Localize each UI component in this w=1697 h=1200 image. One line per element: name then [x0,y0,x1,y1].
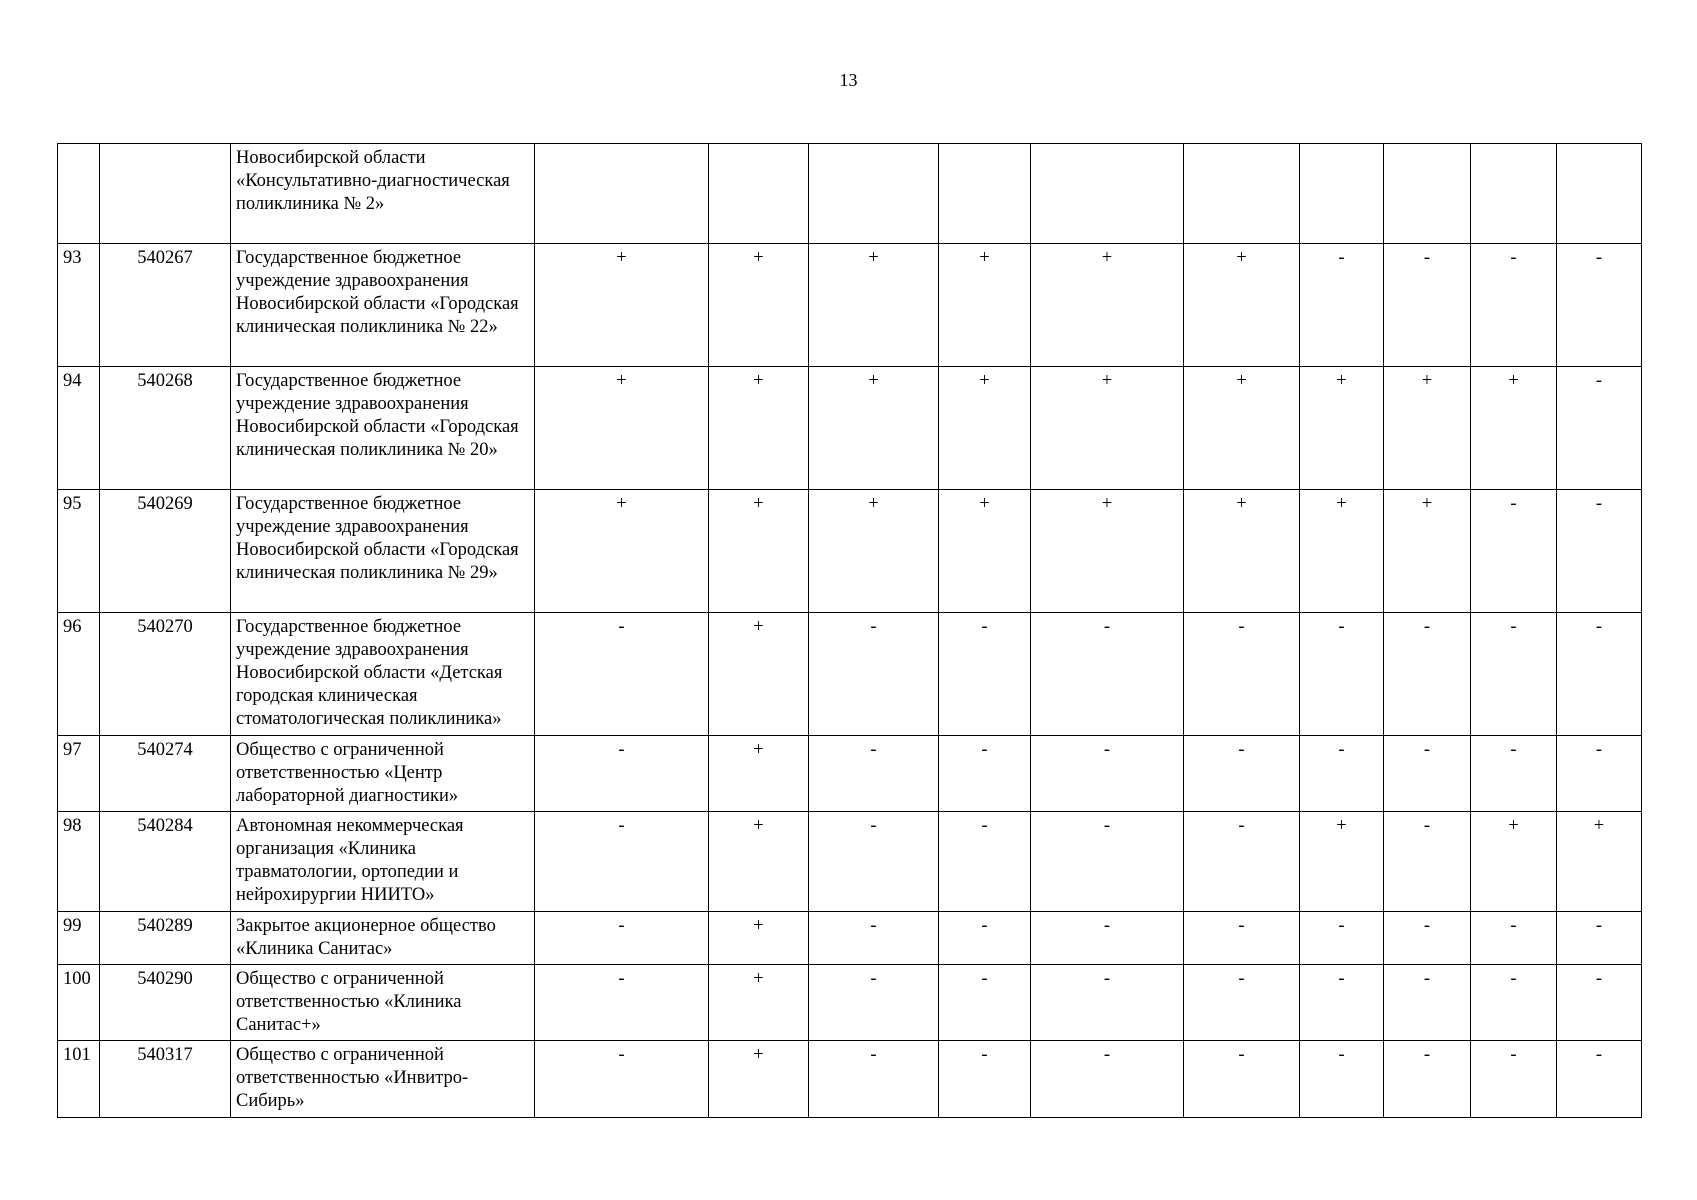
mark-cell [709,144,809,244]
mark-cell: - [1557,367,1642,490]
mark-cell: - [939,613,1031,736]
mark-cell: + [1300,490,1384,613]
mark-cell: + [709,812,809,912]
mark-cell: + [709,613,809,736]
mark-cell: - [1300,736,1384,812]
mark-cell: - [1184,736,1300,812]
organization-name-cell: Общество с ограниченной ответственностью «Инвитро-Сибирь» [231,1041,535,1118]
table-row [58,912,1642,965]
mark-cell: - [1300,912,1384,965]
mark-cell: - [1031,965,1184,1041]
mark-cell: - [1384,812,1471,912]
mark-cell [1384,144,1471,244]
mark-cell: - [535,912,709,965]
mark-cell [535,144,709,244]
mark-cell: + [709,367,809,490]
mark-cell: - [809,613,939,736]
mark-cell: - [1557,613,1642,736]
registry-code-cell: 540274 [100,736,231,812]
mark-cell: - [535,965,709,1041]
mark-cell: - [1471,1041,1557,1118]
mark-cell: - [1300,244,1384,367]
mark-cell: - [809,965,939,1041]
mark-cell: - [1557,1041,1642,1118]
mark-cell: - [1384,965,1471,1041]
table-row [58,965,1642,1041]
mark-cell: + [939,490,1031,613]
mark-cell: - [1031,613,1184,736]
mark-cell: + [709,965,809,1041]
registry-code-cell: 540270 [100,613,231,736]
mark-cell: - [1384,912,1471,965]
mark-cell: - [1384,613,1471,736]
registry-code-cell: 540290 [100,965,231,1041]
mark-cell: + [1471,812,1557,912]
mark-cell: - [1384,736,1471,812]
table-row [58,1041,1642,1118]
mark-cell: - [1384,1041,1471,1118]
registry-code-cell: 540269 [100,490,231,613]
row-number-cell: 101 [58,1041,100,1118]
mark-cell: - [1471,244,1557,367]
mark-cell: + [535,367,709,490]
registry-code-cell: 540267 [100,244,231,367]
mark-cell: - [1557,912,1642,965]
mark-cell: + [709,1041,809,1118]
registry-code-cell [100,144,231,244]
mark-cell: + [1184,244,1300,367]
registry-code-cell: 540284 [100,812,231,912]
registry-code-cell: 540268 [100,367,231,490]
mark-cell: - [809,912,939,965]
row-number-cell: 93 [58,244,100,367]
mark-cell: - [1471,965,1557,1041]
mark-cell: - [939,736,1031,812]
mark-cell: + [939,367,1031,490]
mark-cell: - [939,1041,1031,1118]
mark-cell [1471,144,1557,244]
organization-name-cell: Автономная некоммерческая организация «Клиника травматологии, ортопедии и нейрохирургии НИИТО» [231,812,535,912]
mark-cell: - [939,912,1031,965]
mark-cell: - [1557,736,1642,812]
mark-cell: - [1300,965,1384,1041]
organization-name-cell: Общество с ограниченной ответственностью «Клиника Санитас+» [231,965,535,1041]
mark-cell: + [535,244,709,367]
mark-cell: - [1557,965,1642,1041]
mark-cell: - [809,736,939,812]
row-number-cell: 100 [58,965,100,1041]
mark-cell: - [939,812,1031,912]
table-row [58,244,1642,367]
mark-cell: - [535,812,709,912]
mark-cell [1031,144,1184,244]
mark-cell [939,144,1031,244]
table-body [58,144,1642,1118]
mark-cell: - [809,812,939,912]
mark-cell: - [1300,613,1384,736]
mark-cell: - [1184,912,1300,965]
mark-cell: - [1384,244,1471,367]
mark-cell: + [809,244,939,367]
mark-cell: - [1471,490,1557,613]
mark-cell [1557,144,1642,244]
mark-cell: + [1471,367,1557,490]
mark-cell: - [1471,736,1557,812]
mark-cell: - [535,1041,709,1118]
mark-cell: + [1031,490,1184,613]
mark-cell: + [709,244,809,367]
mark-cell: - [1557,244,1642,367]
organization-name-cell: Государственное бюджетное учреждение здравоохранения Новосибирской области «Городская клиническая поликлиника № 29» [231,490,535,613]
mark-cell: - [535,613,709,736]
mark-cell: - [1184,812,1300,912]
mark-cell: - [1031,912,1184,965]
row-number-cell: 96 [58,613,100,736]
mark-cell: + [709,736,809,812]
mark-cell [1300,144,1384,244]
table-row [58,367,1642,490]
mark-cell: - [1031,812,1184,912]
organization-name-cell: Государственное бюджетное учреждение здравоохранения Новосибирской области «Городская клиническая поликлиника № 22» [231,244,535,367]
organization-name-cell: Общество с ограниченной ответственностью «Центр лабораторной диагностики» [231,736,535,812]
mark-cell: + [1031,367,1184,490]
table-row [58,144,1642,244]
mark-cell: + [709,912,809,965]
page-number: 13 [839,70,858,90]
mark-cell: - [1300,1041,1384,1118]
row-number-cell: 97 [58,736,100,812]
registry-code-cell: 540317 [100,1041,231,1118]
mark-cell: + [1300,812,1384,912]
mark-cell: - [535,736,709,812]
mark-cell: - [809,1041,939,1118]
mark-cell: - [1184,1041,1300,1118]
table-row [58,736,1642,812]
mark-cell: - [1031,736,1184,812]
mark-cell: + [1184,490,1300,613]
mark-cell: + [1031,244,1184,367]
mark-cell: + [809,367,939,490]
mark-cell: - [1471,613,1557,736]
table-row [58,490,1642,613]
row-number-cell: 94 [58,367,100,490]
organization-name-cell: Государственное бюджетное учреждение здравоохранения Новосибирской области «Городская клиническая поликлиника № 20» [231,367,535,490]
mark-cell: - [1184,613,1300,736]
row-number-cell: 98 [58,812,100,912]
mark-cell: + [1557,812,1642,912]
mark-cell [809,144,939,244]
mark-cell: - [1557,490,1642,613]
organization-name-cell: Закрытое акционерное общество «Клиника Санитас» [231,912,535,965]
mark-cell: + [1300,367,1384,490]
mark-cell: + [535,490,709,613]
mark-cell: - [1031,1041,1184,1118]
mark-cell [1184,144,1300,244]
row-number-cell: 99 [58,912,100,965]
registry-code-cell: 540289 [100,912,231,965]
organization-name-cell: Новосибирской области «Консультативно-диагностическая поликлиника № 2» [231,144,535,244]
organizations-table [57,143,1642,1118]
mark-cell: + [1384,490,1471,613]
organization-name-cell: Государственное бюджетное учреждение здравоохранения Новосибирской области «Детская городская клиническая стоматологическая поликлиника» [231,613,535,736]
table-row [58,812,1642,912]
mark-cell: + [1184,367,1300,490]
mark-cell: - [939,965,1031,1041]
row-number-cell [58,144,100,244]
mark-cell: - [1184,965,1300,1041]
table-row [58,613,1642,736]
mark-cell: - [1471,912,1557,965]
mark-cell: + [709,490,809,613]
mark-cell: + [939,244,1031,367]
mark-cell: + [809,490,939,613]
row-number-cell: 95 [58,490,100,613]
mark-cell: + [1384,367,1471,490]
